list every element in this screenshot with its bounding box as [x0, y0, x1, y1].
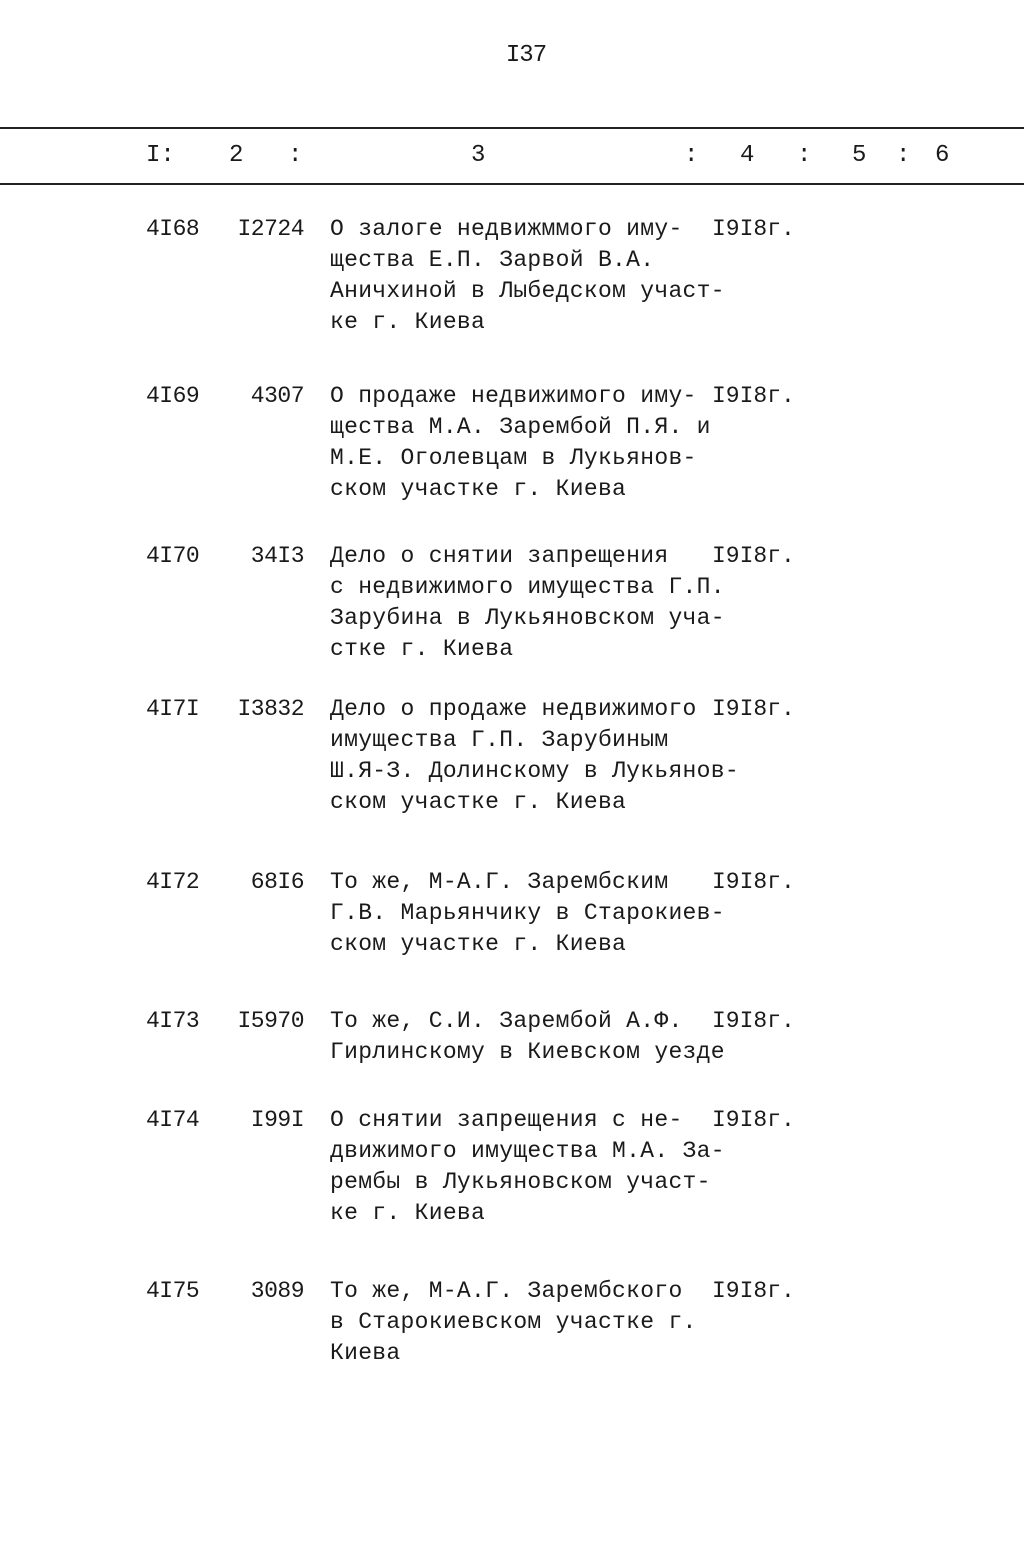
entry-title	[330, 1105, 725, 1229]
entry-title-line: Киева	[330, 1340, 401, 1366]
entry-title-line: То же, М-А.Г. Зарембским	[330, 869, 669, 895]
entry-code: 68I6	[250, 869, 304, 895]
entry-number: 4I69	[146, 383, 200, 409]
header-col-6: 6	[935, 142, 950, 169]
entry-code: I5970	[237, 1008, 304, 1034]
entry-year: I9I8г.	[712, 1107, 795, 1133]
header-col-5: 5	[852, 142, 867, 169]
entry-title-line: М.Е. Оголевцам в Лукьянов-	[330, 445, 697, 471]
entry-title-line: ском участке г. Киева	[330, 931, 627, 957]
entry-year: I9I8г.	[712, 1008, 795, 1034]
entry-title	[330, 541, 725, 665]
entry-code: I99I	[250, 1107, 304, 1133]
entry-title-line: с недвижимого имущества Г.П.	[330, 574, 725, 600]
entry-title	[330, 1006, 725, 1068]
page-number: I37	[505, 42, 547, 69]
entry-title-line: ке г. Киева	[330, 309, 486, 335]
entry-title-line: рембы в Лукьяновском участ-	[330, 1169, 711, 1195]
entry-year: I9I8г.	[712, 216, 795, 242]
entry-title-line: О продаже недвижимого иму-	[330, 383, 697, 409]
entry-title	[330, 867, 725, 960]
entry-code: 3089	[250, 1278, 304, 1304]
entry-title-line: Гирлинскому в Киевском уезде	[330, 1039, 725, 1065]
entry-year: I9I8г.	[712, 543, 795, 569]
header-col-3: 3	[471, 142, 486, 169]
entry-title	[330, 694, 739, 818]
entry-number: 4I72	[146, 869, 200, 895]
entry-title-line: ском участке г. Киева	[330, 476, 627, 502]
entry-title-line: ке г. Киева	[330, 1200, 486, 1226]
entry-code: I2724	[237, 216, 304, 242]
table-header	[0, 142, 1024, 172]
header-col-2: 2	[229, 142, 244, 169]
entry-title-line: щества М.А. Зарембой П.Я. и	[330, 414, 711, 440]
entry-number: 4I7I	[146, 696, 200, 722]
header-separator: :	[684, 142, 699, 169]
entry-number: 4I70	[146, 543, 200, 569]
entry-year: I9I8г.	[712, 869, 795, 895]
header-col-1: I:	[146, 142, 175, 169]
entry-title	[330, 1276, 710, 1369]
entry-title-line: О снятии запрещения с не-	[330, 1107, 683, 1133]
entry-title	[330, 214, 725, 338]
entry-title-line: в Старокиевском участке г.	[330, 1309, 697, 1335]
entry-title-line: Аничхиной в Лыбедском участ-	[330, 278, 725, 304]
entry-title-line: Дело о снятии запрещения	[330, 543, 669, 569]
entry-year: I9I8г.	[712, 1278, 795, 1304]
entry-title-line: Дело о продаже недвижимого	[330, 696, 697, 722]
header-top-rule	[0, 127, 1024, 129]
entry-title	[330, 381, 710, 505]
entry-title-line: Г.В. Марьянчику в Старокиев-	[330, 900, 725, 926]
header-separator: :	[896, 142, 911, 169]
entry-code: 4307	[250, 383, 304, 409]
entry-title-line: имущества Г.П. Зарубиным	[330, 727, 669, 753]
entry-title-line: То же, М-А.Г. Зарембского	[330, 1278, 683, 1304]
entry-code: I3832	[237, 696, 304, 722]
entry-title-line: щества Е.П. Зарвой В.А.	[330, 247, 655, 273]
entry-title-line: стке г. Киева	[330, 636, 514, 662]
entry-title-line: Ш.Я-З. Долинскому в Лукьянов-	[330, 758, 739, 784]
entry-title-line: О залоге недвижммого иму-	[330, 216, 683, 242]
entry-year: I9I8г.	[712, 696, 795, 722]
entry-year: I9I8г.	[712, 383, 795, 409]
entry-number: 4I73	[146, 1008, 200, 1034]
entry-title-line: То же, С.И. Зарембой А.Ф.	[330, 1008, 683, 1034]
entry-code: 34I3	[250, 543, 304, 569]
header-separator: :	[288, 142, 303, 169]
entry-number: 4I74	[146, 1107, 200, 1133]
header-bottom-rule	[0, 183, 1024, 185]
entry-title-line: движимого имущества М.А. За-	[330, 1138, 725, 1164]
entry-title-line: ском участке г. Киева	[330, 789, 627, 815]
entry-title-line: Зарубина в Лукьяновском уча-	[330, 605, 725, 631]
entry-number: 4I68	[146, 216, 200, 242]
entry-number: 4I75	[146, 1278, 200, 1304]
header-separator: :	[797, 142, 812, 169]
header-col-4: 4	[740, 142, 755, 169]
